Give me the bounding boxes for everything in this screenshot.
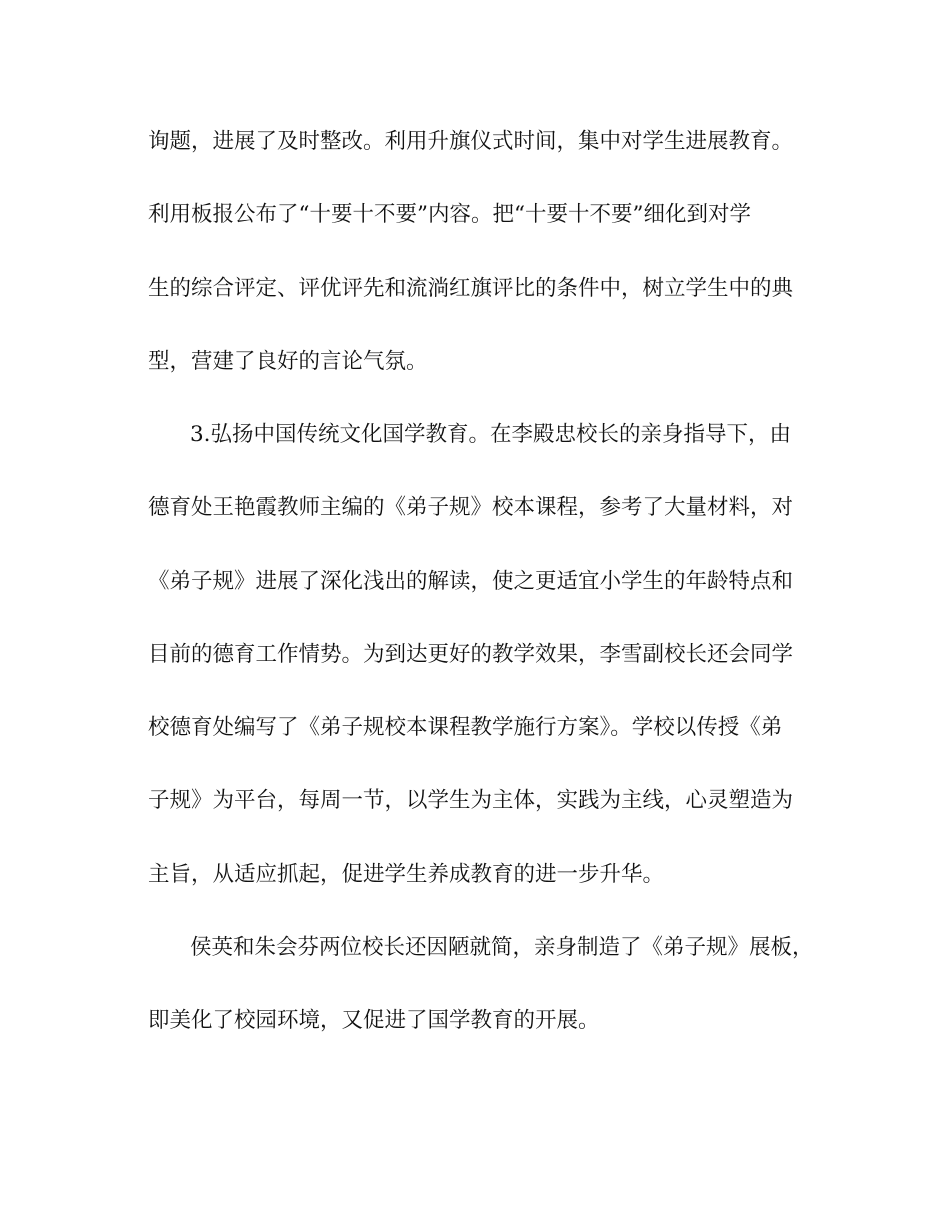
text-line: 校德育处编写了《弟子规校本课程教学施行方案》。学校以传授《弟: [148, 715, 783, 740]
text-line: 侯英和朱会芬两位校长还因陋就简，亲身制造了《弟子规》展板，: [190, 935, 814, 960]
text-line: 3.弘扬中国传统文化国学教育。在李殿忠校长的亲身指导下，由: [190, 422, 792, 447]
text-line: 德育处王艳霞教师主编的《弟子规》校本课程，参考了大量材料，对: [148, 495, 794, 520]
text-line: 目前的德育工作情势。为到达更好的教学效果，李雪副校长还会同学: [148, 642, 794, 667]
text-line: 型，营建了良好的言论气氛。: [148, 349, 428, 374]
text-line: 即美化了校园环境，又促进了国学教育的开展。: [148, 1008, 600, 1033]
text-line: 生的综合评定、评优评先和流淌红旗评比的条件中，树立学生中的典: [148, 276, 794, 301]
text-line: 子规》为平台，每周一节，以学生为主体，实践为主线，心灵塑造为: [148, 788, 794, 813]
text-line: 询题，进展了及时整改。利用升旗仪式时间，集中对学生进展教育。: [148, 129, 794, 154]
text-line: 主旨，从适应抓起，促进学生养成教育的进一步升华。: [148, 862, 665, 887]
text-line: 《弟子规》进展了深化浅出的解读，使之更适宜小学生的年龄特点和: [148, 569, 794, 594]
text-line: 利用板报公布了“十要十不要”内容。把“十要十不要”细化到对学: [148, 202, 751, 227]
